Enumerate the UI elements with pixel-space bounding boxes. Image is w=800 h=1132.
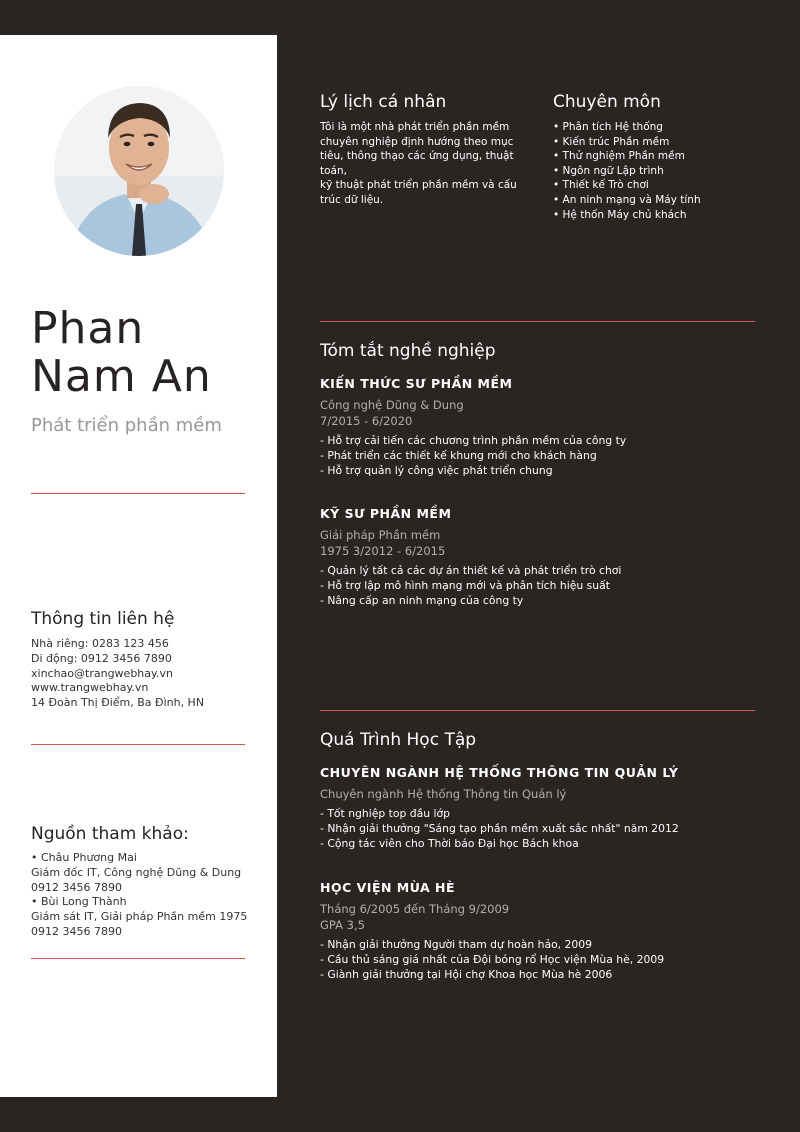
about-heading: Lý lịch cá nhân (320, 92, 447, 112)
reference-line: 0912 3456 7890 (31, 924, 122, 938)
website: www.trangwebhay.vn (31, 681, 149, 695)
skill-item: • Phân tích Hệ thống (553, 121, 663, 133)
education-1-achievements (320, 807, 679, 851)
education-2-achievements (320, 938, 664, 982)
about-line: trúc dữ liệu. (320, 193, 384, 206)
skill-item: • Ngôn ngữ Lập trình (553, 164, 664, 177)
achievement-item: - Nhận giải thưởng Người tham dự hoàn hảo, 2009 (320, 938, 593, 951)
about-line: chuyên nghiệp định hướng theo mục (320, 135, 514, 148)
education-1-title: CHUYÊN NGÀNH HỆ THỐNG THÔNG TIN QUẢN LÝ (320, 765, 679, 780)
references-heading: Nguồn tham khảo: (31, 824, 189, 844)
job-2-company: Giải pháp Phần mềm (320, 528, 441, 542)
divider (320, 710, 755, 711)
divider (320, 321, 755, 322)
duty-item: - Hỗ trợ lập mô hình mạng mới và phân tích hiệu suất (320, 578, 610, 592)
education-2-title: HỌC VIỆN MÙA HÈ (320, 880, 456, 895)
address: 14 Đoàn Thị Điểm, Ba Đình, HN (31, 696, 205, 710)
job-title: Phát triển phần mềm (31, 415, 222, 436)
education-heading: Quá Trình Học Tập (320, 730, 477, 750)
achievement-item: - Cộng tác viên cho Thời báo Đại học Bách khoa (320, 836, 579, 850)
about-line: tiêu, thông thạo các ứng dụng, thuật (320, 150, 514, 163)
about-text (320, 120, 517, 208)
job-2-meta (320, 528, 445, 559)
divider (31, 958, 245, 959)
job-1-title: KIẾN THỨC SƯ PHẦN MỀM (320, 376, 513, 391)
education-2-period: Tháng 6/2005 đến Tháng 9/2009 (320, 902, 510, 916)
skill-item: • Thiết kế Trò chơi (553, 179, 649, 192)
skill-item: • Kiến trúc Phần mềm (553, 135, 670, 148)
contact-info (31, 637, 204, 711)
achievement-item: - Giành giải thưởng tại Hội chợ Khoa học Mùa hè 2006 (320, 967, 613, 981)
education-1-major: Chuyên ngành Hệ thống Thông tin Quản lý (320, 787, 567, 801)
job-2-period: 1975 3/2012 - 6/2015 (320, 543, 446, 558)
mobile-phone: Di động: 0912 3456 7890 (31, 651, 172, 665)
career-heading: Tóm tắt nghề nghiệp (320, 341, 496, 361)
duty-item: - Hỗ trợ quản lý công việc phát triển chung (320, 463, 553, 477)
profile-name (31, 305, 212, 401)
name-line-2: Nam An (31, 351, 212, 402)
duty-item: - Hỗ trợ cải tiến các chương trình phần mềm của công ty (320, 434, 627, 447)
name-line-1: Phan (31, 303, 145, 354)
achievement-item: - Tốt nghiệp top đầu lớp (320, 807, 450, 820)
references-list (31, 851, 247, 940)
duty-item: - Quản lý tất cả các dự án thiết kế và phát triển trò chơi (320, 564, 622, 577)
about-line: kỹ thuật phát triển phần mềm và cấu (320, 179, 517, 192)
job-2-title: KỸ SƯ PHẦN MỀM (320, 506, 452, 521)
job-1-company: Công nghệ Dũng & Dung (320, 398, 464, 412)
about-line: Tôi là một nhà phát triển phần mềm (320, 121, 510, 133)
job-2-duties (320, 564, 621, 608)
home-phone: Nhà riêng: 0283 123 456 (31, 637, 169, 650)
divider (31, 493, 245, 494)
skill-item: • Thử nghiệm Phần mềm (553, 150, 685, 163)
job-1-duties (320, 434, 626, 478)
skills-list (553, 120, 701, 222)
reference-line: Giám đốc IT, Công nghệ Dũng & Dung (31, 865, 242, 879)
reference-line: 0912 3456 7890 (31, 880, 122, 894)
achievement-item: - Nhận giải thưởng "Sáng tạo phần mềm xuất sắc nhất" năm 2012 (320, 821, 679, 835)
reference-line: • Châu Phương Mai (31, 851, 137, 864)
duty-item: - Nâng cấp an ninh mạng của công ty (320, 593, 524, 607)
education-1-meta (320, 787, 566, 803)
reference-line: • Bùi Long Thành (31, 895, 127, 909)
reference-line: Giám sát IT, Giải pháp Phần mềm 1975 (31, 910, 248, 924)
profile-photo (54, 86, 224, 256)
skill-item: • An ninh mạng và Máy tính (553, 193, 701, 206)
achievement-item: - Cầu thủ sáng giá nhất của Đội bóng rổ Học viện Mùa hè, 2009 (320, 952, 665, 966)
email: xinchao@trangwebhay.vn (31, 666, 173, 680)
about-line: toán, (320, 164, 347, 177)
contact-heading: Thông tin liên hệ (31, 609, 175, 629)
skill-item: • Hệ thốn Máy chủ khách (553, 208, 687, 221)
education-2-gpa: GPA 3,5 (320, 917, 365, 932)
duty-item: - Phát triển các thiết kế khung mới cho khách hàng (320, 448, 597, 462)
job-1-period: 7/2015 - 6/2020 (320, 413, 413, 428)
job-1-meta (320, 398, 464, 429)
education-2-meta (320, 902, 509, 933)
divider (31, 744, 245, 745)
skills-heading: Chuyên môn (553, 92, 661, 112)
